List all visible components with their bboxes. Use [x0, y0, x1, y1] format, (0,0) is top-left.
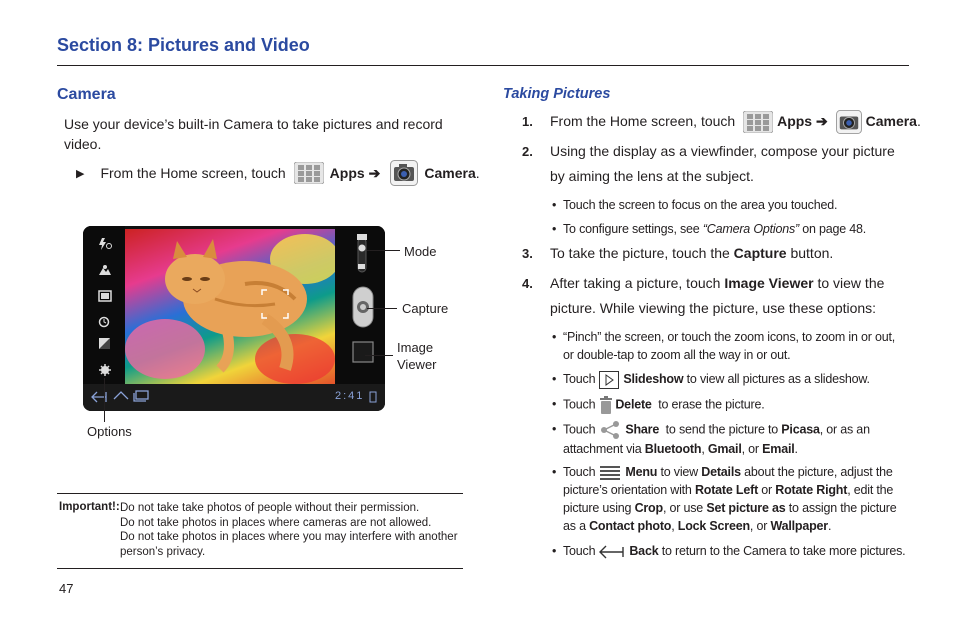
- apps-label: Apps: [777, 113, 813, 129]
- timer-icon: [98, 316, 112, 328]
- page-number: 47: [59, 581, 74, 596]
- flash-icon: [98, 238, 112, 250]
- bullet-dot: •: [552, 397, 557, 411]
- bluetooth-term: Bluetooth: [644, 442, 702, 456]
- resolution-icon: [98, 290, 112, 302]
- important-line: Do not take photos in places where cameras are not allowed.: [120, 516, 432, 529]
- important-body: [120, 501, 460, 559]
- capture-callout-line: [367, 308, 397, 309]
- slideshow-icon: [599, 371, 619, 389]
- share-term: Share: [625, 422, 660, 437]
- apps-icon: [294, 162, 324, 184]
- bullet-dot: •: [552, 422, 557, 436]
- text-part: Touch: [563, 372, 596, 386]
- status-clock: 2:41: [335, 390, 365, 402]
- important-line: Do not take take photos of people without their permission.: [120, 502, 420, 514]
- wallpaper-term: Wallpaper: [770, 519, 828, 533]
- bullet-text: Touch the screen to focus on the area you touched.: [563, 198, 838, 212]
- important-rule-bottom: [57, 568, 463, 569]
- bullet-dot: •: [552, 330, 557, 344]
- text-part: .: [827, 519, 832, 533]
- image-viewer-label-line2: Viewer: [397, 357, 437, 372]
- scene-icon: [98, 264, 112, 276]
- bullet-dot: •: [552, 198, 557, 212]
- text-part: , or: [741, 442, 763, 456]
- header-rule: [57, 65, 909, 66]
- camera-heading: Camera: [57, 86, 116, 103]
- camera-screen-figure: [83, 226, 385, 411]
- system-bar: [83, 384, 385, 411]
- text-part: or: [758, 483, 776, 497]
- contact-photo-term: Contact photo: [589, 519, 672, 533]
- text-part: to view all pictures as a slideshow.: [683, 372, 870, 386]
- bullet-dot: •: [552, 372, 557, 386]
- cat-image: [125, 229, 335, 384]
- capture-button[interactable]: [352, 286, 374, 328]
- details-term: Details: [701, 465, 741, 479]
- triangle-bullet-icon: ▶: [76, 167, 85, 180]
- bullet-text: [563, 420, 908, 458]
- arrow-icon: ➔: [368, 164, 381, 181]
- mode-label: Mode: [404, 244, 437, 259]
- bullet-prefix: From the Home screen, touch: [100, 165, 286, 181]
- text-part: to view the picture. While viewing the picture, use these options:: [550, 275, 885, 316]
- period: .: [475, 165, 480, 181]
- capture-term: Capture: [733, 245, 787, 261]
- set-picture-as-term: Set picture as: [706, 501, 786, 515]
- text-part: to send the picture to: [659, 422, 782, 437]
- important-line: Do not take photos in places where you may interfere with another person’s privacy.: [120, 531, 458, 558]
- camera-icon: [390, 160, 418, 186]
- step-text: [550, 109, 921, 134]
- camera-label: Camera: [424, 165, 476, 181]
- trash-icon: [599, 395, 613, 415]
- camera-bullet: [76, 160, 480, 186]
- step-number: 1.: [522, 114, 533, 129]
- menu-term: Menu: [625, 465, 658, 479]
- important-heading: Important!:: [59, 501, 120, 513]
- bullet-dot: •: [552, 222, 557, 236]
- settings-gear-icon[interactable]: [98, 364, 112, 376]
- step-number: 4.: [522, 276, 533, 291]
- picasa-term: Picasa: [781, 422, 820, 437]
- step-number: 3.: [522, 246, 533, 261]
- lock-screen-term: Lock Screen: [677, 519, 750, 533]
- text-part: ,: [701, 442, 708, 456]
- gmail-term: Gmail: [707, 442, 742, 456]
- step-text: [550, 271, 910, 321]
- taking-pictures-heading: Taking Pictures: [503, 86, 611, 102]
- text-part: to return to the Camera to take more pictures.: [658, 544, 906, 558]
- text-part: to view: [657, 465, 702, 479]
- bullet-text: [563, 370, 908, 389]
- camera-icon: [836, 110, 862, 134]
- text-part: Touch: [563, 422, 596, 437]
- section-title: Section 8: Pictures and Video: [57, 35, 310, 55]
- important-rule-top: [57, 493, 463, 494]
- capture-label: Capture: [402, 301, 449, 316]
- text-part: To take the picture, touch the: [550, 245, 734, 261]
- camera-label: Camera: [865, 113, 917, 129]
- bullet-text: [563, 395, 908, 415]
- exposure-icon: [98, 338, 112, 350]
- camera-options-link[interactable]: “Camera Options”: [702, 222, 799, 236]
- mode-switch[interactable]: [355, 234, 369, 274]
- crop-term: Crop: [634, 501, 663, 515]
- text-part: to erase the picture.: [651, 397, 765, 412]
- text-part: Touch: [563, 465, 596, 479]
- text-part: , or: [749, 519, 771, 533]
- text-part: Touch: [563, 544, 596, 558]
- arrow-icon: ➔: [815, 113, 828, 129]
- apps-icon: [743, 111, 773, 133]
- camera-intro: Use your device’s built-in Camera to take pictures and record video.: [64, 116, 443, 152]
- email-term: Email: [762, 442, 795, 456]
- battery-icon: [369, 391, 377, 403]
- bullet-text: [563, 220, 908, 238]
- text-part: on page 48.: [798, 222, 867, 236]
- share-icon: [599, 420, 621, 440]
- image-viewer-thumbnail[interactable]: [352, 341, 374, 363]
- bullet-text: “Pinch” the screen, or touch the zoom icons, to zoom in or out, or double-tap to zoom all the way in or out.: [563, 330, 896, 362]
- text-part: , or use: [662, 501, 707, 515]
- text-part: After taking a picture, touch: [550, 275, 725, 291]
- menu-icon: [599, 465, 621, 481]
- delete-term: Delete: [615, 397, 652, 412]
- text-part: button.: [786, 245, 834, 261]
- text-part: ,: [671, 519, 678, 533]
- image-viewer-callout-line: [365, 355, 393, 356]
- home-icon[interactable]: [113, 390, 129, 402]
- mode-callout-line: [367, 250, 400, 251]
- bullet-text: [563, 542, 908, 560]
- bullet-text: [563, 463, 908, 535]
- text-part: about the picture, adjust the picture’s orientation with: [563, 465, 893, 497]
- step1-prefix: From the Home screen, touch: [550, 113, 736, 129]
- rotate-left-term: Rotate Left: [694, 483, 759, 497]
- text-part: , edit the picture using: [563, 483, 894, 515]
- image-viewer-term: Image Viewer: [724, 275, 814, 291]
- recent-apps-icon[interactable]: [133, 390, 149, 402]
- bullet-dot: •: [552, 465, 557, 479]
- text-part: to assign the picture as a: [563, 501, 897, 533]
- options-callout-line: [104, 378, 105, 422]
- step-text: [550, 241, 910, 266]
- options-bar: [83, 226, 125, 384]
- image-viewer-label-line1: Image: [397, 340, 434, 355]
- text-part: Touch: [563, 397, 596, 412]
- options-label: Options: [87, 424, 132, 439]
- back-term: Back: [629, 544, 659, 558]
- step-number: 2.: [522, 144, 533, 159]
- step-text: Using the display as a viewfinder, compose your picture by aiming the lens at the subject.: [550, 143, 895, 184]
- back-icon: [599, 545, 625, 559]
- text-part: , or as an attachment via: [563, 422, 870, 456]
- bullet-dot: •: [552, 544, 557, 558]
- viewfinder-photo[interactable]: [125, 229, 335, 384]
- slideshow-term: Slideshow: [623, 372, 684, 386]
- rotate-right-term: Rotate Right: [775, 483, 848, 497]
- period: .: [916, 113, 921, 129]
- apps-label: Apps: [329, 165, 365, 181]
- text-part: .: [794, 442, 798, 456]
- text-part: To configure settings, see: [563, 222, 703, 236]
